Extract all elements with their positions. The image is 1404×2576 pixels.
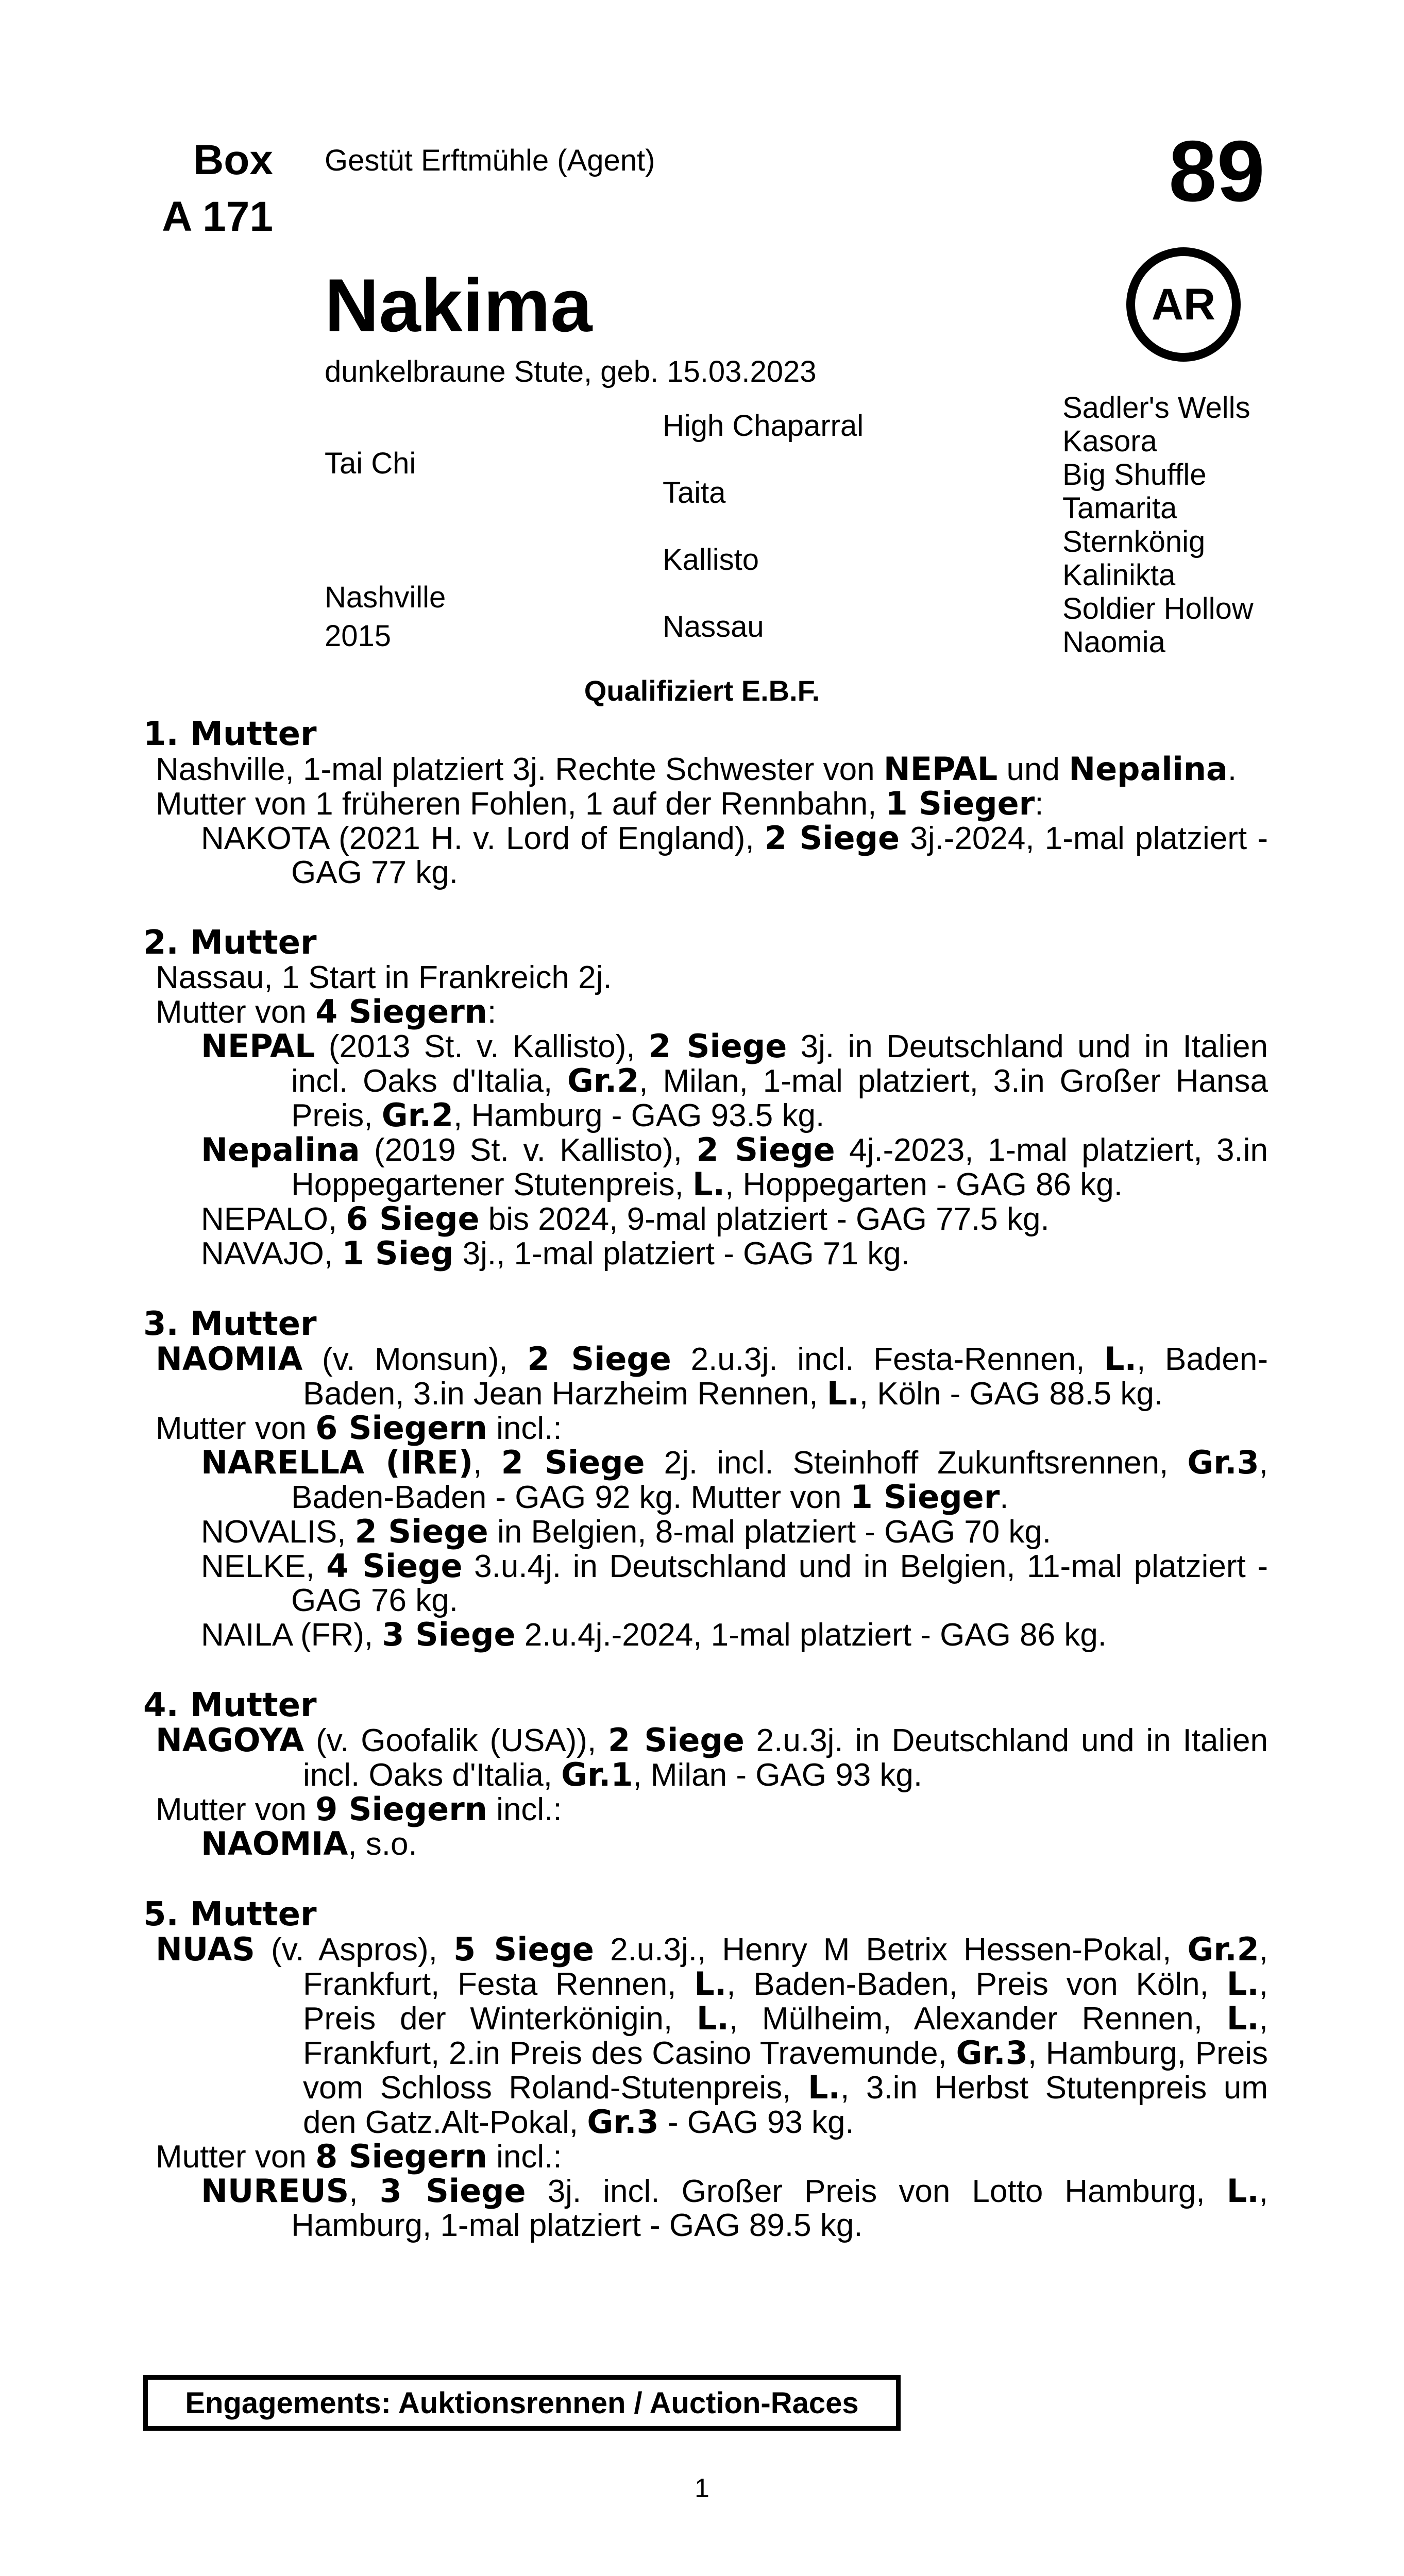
granddam-maternal: Nassau	[663, 610, 764, 643]
bold-text: 2 Siege	[501, 1444, 645, 1481]
offspring-entry	[201, 1446, 1268, 1515]
bold-text: NUREUS	[201, 2172, 349, 2210]
text: incl.:	[487, 2139, 562, 2175]
offspring-entry	[201, 1618, 1268, 1652]
ggp-2: Kasora	[1062, 425, 1157, 458]
bold-text: L.	[1226, 2172, 1259, 2210]
bold-text: 4 Siegern	[315, 993, 487, 1030]
offspring-entry	[201, 1236, 1268, 1271]
section-dam-4	[143, 1687, 1268, 1861]
lot-number: 89	[1169, 123, 1265, 219]
text: , Hamburg - GAG 93.5 kg.	[453, 1098, 825, 1133]
dam-year: 2015	[325, 619, 392, 653]
text: (2013 St. v. Kallisto),	[315, 1029, 649, 1064]
text: , Milan - GAG 93 kg.	[633, 1757, 923, 1793]
bold-text: Gr.1	[561, 1756, 633, 1793]
bold-text: L.	[1226, 1965, 1259, 2003]
bold-text: L.	[826, 1375, 859, 1412]
bold-text: 2 Siege	[527, 1340, 671, 1378]
bold-text: L.	[694, 1965, 727, 2003]
text: , Frankfurt, 2.in Preis des Casino Travemunde,	[303, 2001, 1268, 2071]
text: , Baden-Baden, 3.in Jean Harzheim Rennen,	[303, 1342, 1268, 1412]
text: NAILA (FR),	[201, 1617, 382, 1653]
bold-text: NARELLA (IRE)	[201, 1444, 473, 1481]
text: , Mülheim, Alexander Rennen,	[729, 2001, 1227, 2037]
text: Mutter von	[156, 1792, 316, 1827]
section-heading: 1. Mutter	[143, 715, 317, 753]
bold-text: Gr.2	[1187, 1930, 1259, 1968]
bold-text: 8 Siegern	[315, 2138, 487, 2175]
text: , Hamburg, Preis vom Schloss Roland-Stutenpreis,	[303, 2036, 1268, 2106]
section-heading: 2. Mutter	[143, 924, 317, 962]
text: incl.:	[487, 1792, 562, 1827]
ggp-7: Soldier Hollow	[1062, 592, 1254, 625]
text: .	[1227, 752, 1237, 787]
ar-badge-label: AR	[1151, 279, 1216, 329]
text: , Köln - GAG 88.5 kg.	[859, 1376, 1163, 1412]
text: 3j. incl. Großer Preis von Lotto Hamburg,	[526, 2174, 1227, 2209]
offspring-entry	[201, 2174, 1268, 2243]
offspring-list	[143, 1446, 1268, 1652]
text: in Belgien, 8-mal platziert - GAG 70 kg.	[488, 1514, 1052, 1550]
ar-badge	[1126, 247, 1241, 362]
ggp-6: Kalinikta	[1062, 558, 1176, 592]
text: NELKE,	[201, 1549, 327, 1584]
text: , Hoppegarten - GAG 86 kg.	[725, 1167, 1123, 1202]
bold-text: Nepalina	[201, 1131, 360, 1168]
text: Mutter von	[156, 2139, 316, 2175]
bold-text: L.	[696, 1999, 729, 2037]
bold-text: Gr.2	[381, 1096, 454, 1134]
text: (v. Monsun),	[302, 1342, 528, 1377]
text: Mutter von 1 früheren Fohlen, 1 auf der Rennbahn,	[156, 786, 886, 822]
ggp-8: Naomia	[1062, 625, 1165, 659]
bold-text: 9 Siegern	[315, 1790, 487, 1828]
text: Mutter von	[156, 994, 316, 1030]
section-heading: 5. Mutter	[143, 1895, 317, 1934]
offspring-list	[143, 1029, 1268, 1271]
bold-text: NEPAL	[883, 750, 998, 788]
text: , Hamburg, 1-mal platziert - GAG 89.5 kg.	[291, 2174, 1268, 2243]
section-dam-3	[143, 1306, 1268, 1652]
section-dam-2	[143, 925, 1268, 1271]
ggp-5: Sternkönig	[1062, 525, 1206, 558]
granddam-paternal: Taita	[663, 476, 726, 510]
offspring-entry	[201, 1029, 1268, 1133]
text: Nashville, 1-mal platziert 3j. Rechte Schwester von	[156, 752, 884, 787]
page-number: 1	[695, 2473, 709, 2503]
female-family	[143, 716, 1268, 2278]
text: , Baden-Baden - GAG 92 kg. Mutter von	[291, 1445, 1268, 1515]
text: 3j., 1-mal platziert - GAG 71 kg.	[453, 1236, 910, 1272]
text: :	[487, 994, 497, 1030]
box-number: A 171	[162, 193, 273, 240]
bold-text: Gr.3	[587, 2103, 659, 2141]
text: 2.u.3j. incl. Festa-Rennen,	[671, 1342, 1105, 1377]
bold-text: Nepalina	[1069, 750, 1228, 788]
bold-text: L.	[692, 1165, 725, 1203]
bold-text: 6 Siegern	[315, 1409, 487, 1447]
text: incl.:	[487, 1411, 562, 1446]
dam-line	[156, 961, 1268, 995]
mother-of-line	[156, 787, 1268, 821]
bold-text: 6 Siege	[346, 1200, 480, 1238]
bold-text: Gr.3	[1187, 1444, 1259, 1481]
text: ,	[349, 2174, 380, 2209]
text: - GAG 93 kg.	[658, 2105, 854, 2140]
horse-name: Nakima	[325, 263, 593, 347]
engagements-box	[143, 2375, 901, 2431]
bold-text: NEPAL	[201, 1027, 315, 1065]
text: NAKOTA (2021 H. v. Lord of England),	[201, 821, 765, 856]
ggp-3: Big Shuffle	[1062, 458, 1207, 492]
text: , 3.in Herbst Stutenpreis um den Gatz.Alt-Pokal,	[303, 2070, 1268, 2140]
text: , s.o.	[348, 1826, 417, 1862]
bold-text: 2 Siege	[649, 1027, 787, 1065]
text: 3j.-2024, 1-mal platziert - GAG 77 kg.	[291, 821, 1268, 890]
offspring-entry	[201, 1549, 1268, 1618]
bold-text: Gr.3	[956, 2034, 1028, 2072]
text: .	[1000, 1480, 1009, 1515]
text: ,	[473, 1445, 501, 1481]
text: , Preis der Winterkönigin,	[303, 1967, 1268, 2037]
offspring-entry	[201, 821, 1268, 890]
sire: Tai Chi	[325, 447, 416, 480]
text: (2019 St. v. Kallisto),	[360, 1132, 697, 1168]
text: NEPALO,	[201, 1201, 346, 1237]
horse-description: dunkelbraune Stute, geb. 15.03.2023	[325, 355, 817, 388]
offspring-entry	[201, 1202, 1268, 1236]
offspring-entry	[201, 1515, 1268, 1549]
consignor: Gestüt Erftmühle (Agent)	[325, 144, 655, 177]
dam-line	[156, 1342, 1268, 1411]
text: NAVAJO,	[201, 1236, 342, 1272]
bold-text: 2 Siege	[608, 1721, 745, 1759]
mother-of-line	[156, 1411, 1268, 1446]
offspring-entry	[201, 1133, 1268, 1202]
section-heading: 4. Mutter	[143, 1686, 317, 1724]
text: 2.u.4j.-2024, 1-mal platziert - GAG 86 kg.	[515, 1617, 1107, 1653]
grandsire-paternal: High Chaparral	[663, 409, 864, 443]
text: 3j. in Deutschland und in Italien incl. Oaks d'Italia,	[291, 1029, 1268, 1099]
grandsire-maternal: Kallisto	[663, 543, 759, 577]
text: Nassau, 1 Start in Frankreich 2j.	[156, 960, 612, 995]
bold-text: 1 Sieger	[885, 785, 1035, 822]
section-heading: 3. Mutter	[143, 1305, 317, 1343]
text: bis 2024, 9-mal platziert - GAG 77.5 kg.	[479, 1201, 1050, 1237]
text: 2j. incl. Steinhoff Zukunftsrennen,	[645, 1445, 1188, 1481]
box-label: Box	[193, 137, 273, 183]
text: 3.u.4j. in Deutschland und in Belgien, 11-mal platziert - GAG 76 kg.	[291, 1549, 1268, 1618]
offspring-list	[143, 1827, 1268, 1861]
bold-text: 3 Siege	[379, 2172, 526, 2210]
ggp-4: Tamarita	[1062, 492, 1177, 525]
dam-line	[156, 1723, 1268, 1792]
bold-text: L.	[1226, 1999, 1259, 2037]
bold-text: 4 Siege	[326, 1547, 463, 1585]
qualification: Qualifiziert E.B.F.	[584, 674, 820, 707]
bold-text: 1 Sieg	[342, 1234, 454, 1272]
bold-text: NAOMIA	[201, 1825, 348, 1862]
bold-text: 2 Siege	[354, 1513, 488, 1550]
text: 2.u.3j. in Deutschland und in Italien incl. Oaks d'Italia,	[303, 1723, 1268, 1793]
section-dam-5	[143, 1896, 1268, 2243]
bold-text: 2 Siege	[696, 1131, 835, 1168]
mother-of-line	[156, 2140, 1268, 2174]
mother-of-line	[156, 1792, 1268, 1827]
offspring-list	[143, 821, 1268, 890]
text: , Frankfurt, Festa Rennen,	[303, 1932, 1268, 2002]
text: NOVALIS,	[201, 1514, 355, 1550]
bold-text: NUAS	[156, 1930, 255, 1968]
bold-text: 2 Siege	[764, 819, 900, 857]
bold-text: L.	[808, 2069, 841, 2106]
text: 4j.-2023, 1-mal platziert, 3.in Hoppegartener Stutenpreis,	[291, 1132, 1268, 1202]
text: , Milan, 1-mal platziert, 3.in Großer Hansa Preis,	[291, 1063, 1268, 1133]
text: Mutter von	[156, 1411, 316, 1446]
dam-line	[156, 752, 1268, 787]
bold-text: 1 Sieger	[850, 1478, 1000, 1516]
text: , Baden-Baden, Preis von Köln,	[726, 1967, 1227, 2002]
bold-text: 3 Siege	[382, 1616, 516, 1653]
offspring-entry	[201, 1827, 1268, 1861]
mother-of-line	[156, 995, 1268, 1029]
bold-text: L.	[1104, 1340, 1137, 1378]
bold-text: Gr.2	[567, 1062, 639, 1099]
engagements-label: Engagements: Auktionsrennen / Auction-Races	[185, 2386, 859, 2420]
dam-line	[156, 1930, 1268, 2141]
section-dam-1	[143, 716, 1268, 890]
text: und	[997, 752, 1069, 787]
bold-text: NAGOYA	[156, 1721, 305, 1759]
offspring-list	[143, 2174, 1268, 2243]
dam: Nashville	[325, 581, 446, 614]
ggp-1: Sadler's Wells	[1062, 391, 1250, 425]
text: :	[1035, 786, 1044, 822]
bold-text: NAOMIA	[156, 1340, 303, 1378]
text: (v. Aspros),	[255, 1932, 453, 1968]
text: 2.u.3j., Henry M Betrix Hessen-Pokal,	[594, 1932, 1188, 1968]
text: (v. Goofalik (USA)),	[304, 1723, 608, 1758]
bold-text: 5 Siege	[453, 1930, 594, 1968]
